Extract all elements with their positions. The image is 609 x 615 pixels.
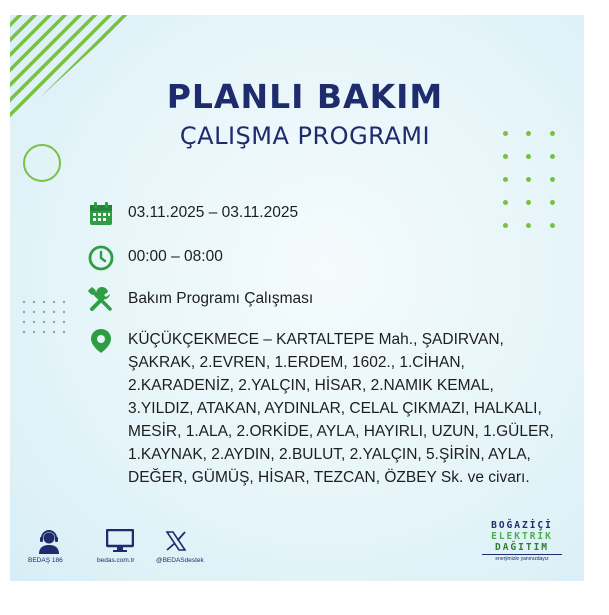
- announcement-card: [10, 15, 584, 581]
- date-range-text: 03.11.2025 – 03.11.2025: [128, 204, 299, 221]
- page-title: PLANLI BAKIM: [166, 77, 444, 116]
- time-range-text: 00:00 – 08:00: [128, 248, 223, 265]
- work-row: [88, 287, 313, 313]
- decorative-stripes: [10, 15, 130, 125]
- social-handle-link[interactable]: @BEDASdestek: [156, 557, 204, 564]
- contact-label: BEDAŞ 186: [28, 557, 63, 564]
- tools-icon: [88, 287, 114, 313]
- page-subtitle: ÇALIŞMA PROGRAMI: [179, 122, 431, 150]
- headset-agent-icon: [36, 530, 62, 554]
- work-type-text: Bakım Programı Çalışması: [128, 290, 314, 307]
- logo-line-3: DAĞITIM: [482, 542, 562, 555]
- calendar-icon: [88, 201, 114, 227]
- decorative-circle: [22, 143, 62, 183]
- monitor-icon[interactable]: [106, 529, 134, 553]
- decorative-dots-left: [20, 298, 68, 346]
- logo-line-1: BOĞAZİÇİ: [491, 520, 553, 531]
- time-row: [88, 245, 223, 271]
- date-row: [88, 201, 298, 227]
- address-text: KÜÇÜKÇEKMECE – KARTALTEPE Mah., ŞADIRVAN, ŞAKRAK, 2.EVREN, 1.ERDEM, 1602., 1.CİHAN, 2.KARADENİZ, 2.YALÇIN, HİSAR, 2.NAMIK KEMAL, 3.YILDIZ, ATAKAN, AYDINLAR, CELAL ÇIKMAZI, HALKALI, MESİR, 1.ALA, 2.ORKİDE, AYLA, HAYIRLI, UZUN, 1.GÜLER, 1.KAYNAK, 2.AYDIN, 2.BULUT, 2.YALÇIN, 5.ŞİRİN, AYLA, DEĞER, GÜMÜŞ, HİSAR, TEZCAN, ÖZBEY Sk. ve civarı.: [128, 331, 554, 486]
- website-link[interactable]: bedas.com.tr: [97, 557, 135, 564]
- location-pin-icon: [88, 328, 114, 354]
- decorative-dots-right: [494, 131, 564, 228]
- x-logo-icon[interactable]: [165, 530, 187, 552]
- address-row: [88, 328, 558, 489]
- clock-icon: [88, 245, 114, 271]
- logo-tagline: enerjimizle yanınızdayız: [495, 556, 549, 562]
- company-logo: [482, 520, 562, 562]
- logo-line-2: ELEKTRİK: [491, 531, 553, 542]
